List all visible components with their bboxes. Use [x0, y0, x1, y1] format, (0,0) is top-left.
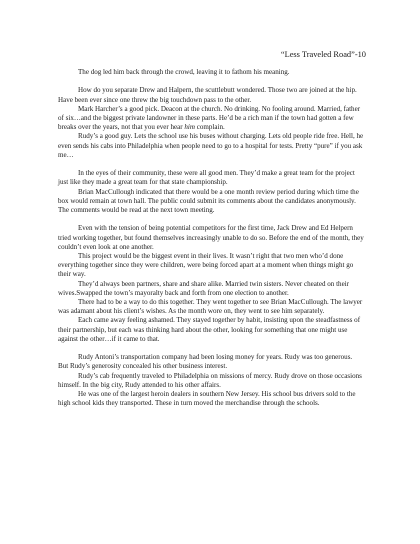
paragraph: They’d always been partners, share and share alike. Married twin sisters. Never cheated on their wives.Swapped the town’s mayoralty back and forth from one election to another.: [58, 279, 350, 297]
paragraph: Rudy Antoni’s transportation company had been losing money for years. Rudy was too generous. But Rudy’s generosity concealed his other business interest.: [58, 353, 353, 371]
paragraph: Even with the tension of being potential competitors for the first time, Jack Drew and Ed Helpern tried working together, but found themselves increasingly unable to do so. Before the end of the month, they couldn’t even look at one another.: [58, 224, 364, 251]
paragraph-text: Mark Harcher’s a good pick. Deacon at the church. No drinking. No fooling around. Married, father of six…and the biggest private landowner in these parts. He’d be a rich man if the town had gotten a few breaks over the years, not that you ever hear: [58, 104, 361, 132]
paragraph: How do you separate Drew and Halpern, the scuttlebutt wondered. Those two are joined at the hip. Have been ever since one threw the big touchdown pass to the other.: [58, 86, 357, 104]
paragraph: This project would be the biggest event in their lives. It wasn’t right that two men who’d done everything together since they were children, were being forced apart at a moment when things might go their way.: [58, 252, 354, 279]
paragraph: Each came away feeling ashamed. They stayed together by habit, insisting upon the steadfastness of their partnership, but each was thinking hard about the other, looking for something that one might use against the other…if it came to that.: [58, 316, 361, 343]
paragraph: Rudy’s cab frequently traveled to Philadelphia on missions of mercy. Rudy drove on those occasions himself. In the big city, Rudy attended to his other affairs.: [58, 371, 362, 389]
paragraph-text: complain.: [194, 123, 225, 132]
paragraph: In the eyes of their community, these were all good men. They’d make a great team for the project just like they made a great team for that state championship.: [58, 169, 355, 187]
paragraph: [58, 105, 364, 133]
running-header: “Less Traveled Road”-10: [280, 50, 366, 59]
paragraph: There had to be a way to do this together. They went together to see Brian MacCullough. The lawyer was adamant about his client’s wishes. As the month wore on, they went to see him separately.: [58, 298, 363, 316]
paragraph: Rudy’s a good guy. Lets the school use his buses without charging. Lets old people ride free. Hell, he even sends his cabs into Philadelphia when people need to go to a hospital for tests. Pretty “pure” if you ask me…: [58, 132, 364, 159]
paragraph: Brian MacCullough indicated that there would be a one month review period during which time the box would remain at town hall. The public could submit its comments about the candidates anonymously. The comments would be read at the next town meeting.: [58, 187, 359, 215]
paragraph: He was one of the largest heroin dealers in southern New Jersey. His school bus drivers sold to the high school kids they transported. These in turn moved the merchandise through the schools.: [58, 390, 356, 408]
paragraph: The dog led him back through the crowd, leaving it to fathom his meaning.: [78, 68, 290, 76]
emphasis: him: [184, 123, 195, 132]
body-text: [58, 68, 364, 408]
